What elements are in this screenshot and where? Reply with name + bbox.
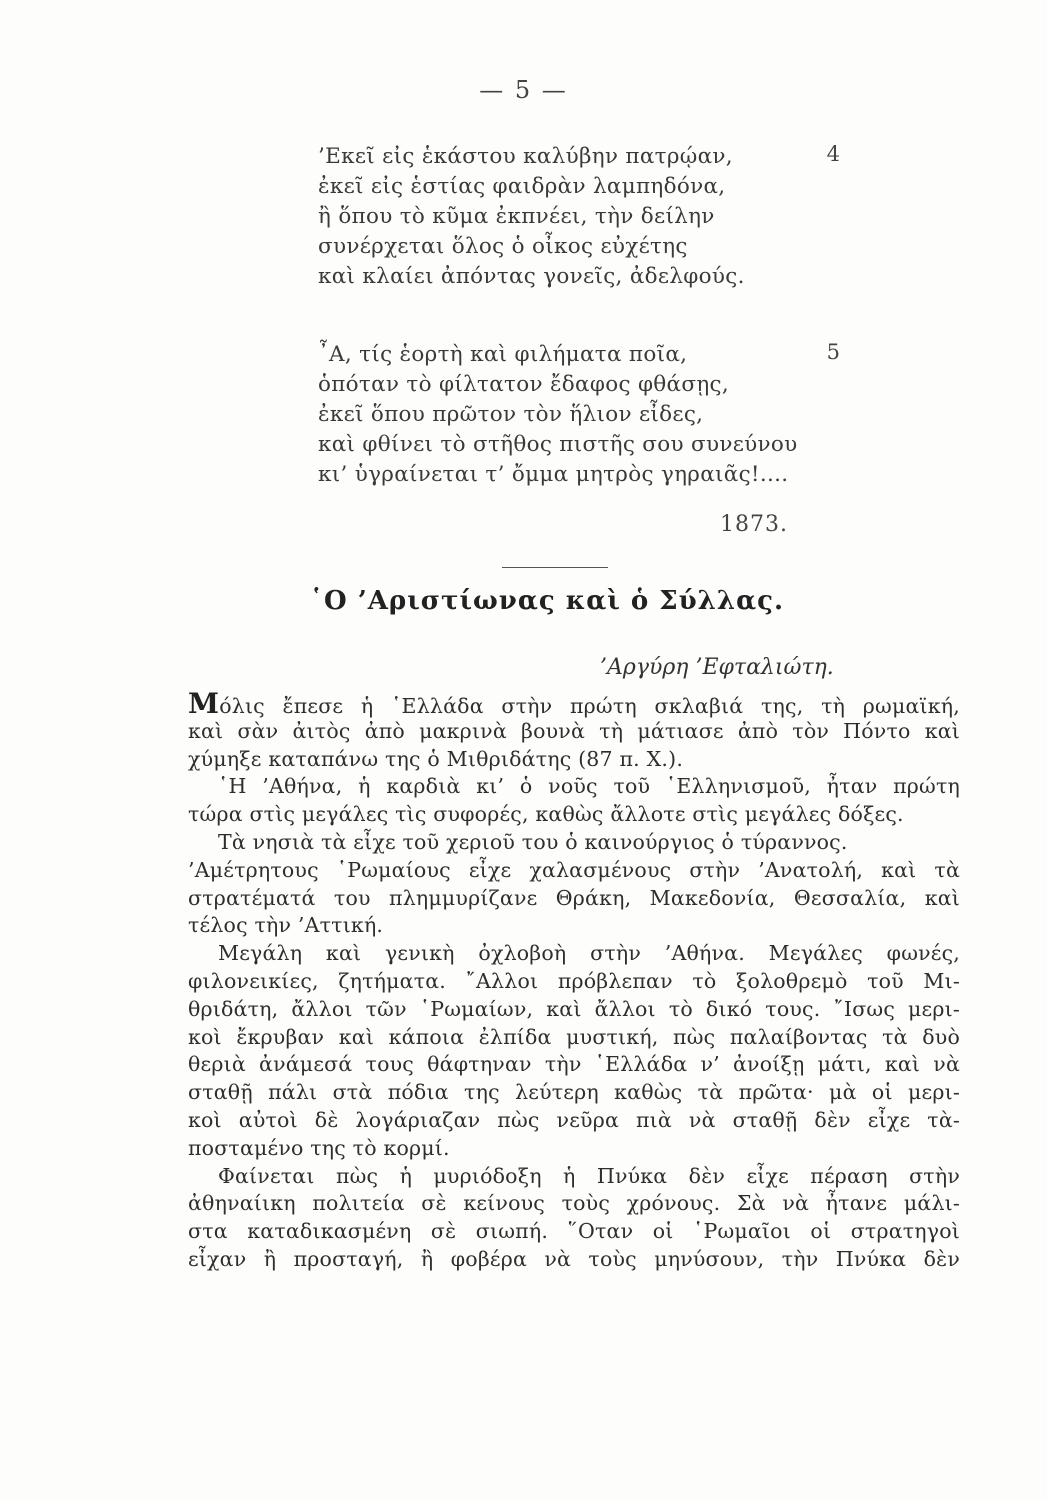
prose-line [188, 857, 960, 885]
verse-line: ἐκεῖ εἰς ἑστίας φαιδρὰν λαμπηδόνα, [318, 174, 726, 199]
verse-line: ’Εκεῖ εἰς ἑκάστου καλύβην πατρῴαν, [318, 144, 733, 169]
prose-line-text: κοὶ αὐτοὶ δὲ λογάριαζαν πὼς νεῦρα πιὰ νὰ σταθῇ δὲν εἶχε τὰ- [188, 1107, 960, 1132]
prose-line-text: ῾Η ’Αθήνα, ἡ καρδιὰ κι’ ὁ νοῦς τοῦ ῾Ελληνισμοῦ, ἦταν πρώτη [218, 774, 960, 799]
prose-line-text: ποσταμένο της τὸ κορμί. [188, 1135, 450, 1160]
prose-line [188, 996, 960, 1024]
prose-line [188, 718, 960, 746]
article-body [188, 687, 960, 1274]
stanza-number: 4 [826, 142, 840, 166]
prose-line-text: καὶ σὰν ἀιτὸς ἀπὸ μακρινὰ βουνὰ τὴ μάτιασε ἀπὸ τὸν Πόντο καὶ [188, 718, 960, 743]
prose-line-text: φιλονεικίες, ζητήματα. ῎Αλλοι πρόβλεπαν τὸ ξολοθρεμὸ τοῦ Μι- [188, 968, 960, 993]
prose-line [188, 773, 960, 801]
prose-line [188, 687, 960, 720]
prose-line-text: Φαίνεται πὼς ἡ μυριόδοξη ἡ Πνύκα δὲν εἶχε πέραση στὴν [218, 1163, 960, 1188]
prose-line-text: θριδάτη, ἄλλοι τῶν ῾Ρωμαίων, καὶ ἄλλοι τὸ δικό τους. ῎Ισως μερι- [188, 996, 960, 1021]
prose-line-text: στρατέματά του πλημμυρίζανε Θράκη, Μακεδονία, Θεσσαλία, καὶ [188, 885, 960, 910]
verse-line: κι’ ὑγραίνεται τ’ ὄμμα μητρὸς γηραιᾶς!.... [318, 462, 789, 487]
stanza-number: 5 [826, 340, 840, 364]
prose-line [188, 1051, 960, 1079]
poem-stanza-5 [318, 340, 858, 490]
prose-line [188, 1107, 960, 1135]
prose-line-text: κοὶ ἔκρυβαν καὶ κάποια ἐλπίδα μυστική, πὼς παλαίβοντας τὰ δυὸ [188, 1024, 960, 1049]
drop-cap: Μ [188, 687, 220, 720]
prose-line [188, 801, 960, 829]
verse-line: καὶ κλαίει ἀπόντας γονεῖς, ἀδελφούς. [318, 264, 745, 289]
page-number: — 5 — [479, 76, 568, 104]
prose-line-text: σταθῇ πάλι στὰ πόδια της λεύτερη καθὼς τὰ πρῶτα· μὰ οἱ μερι- [188, 1080, 960, 1105]
prose-line-text: χύμηξε καταπάνω της ὁ Μιθριδάτης (87 π. Χ.). [188, 746, 684, 771]
verse-line: ῏Α, τίς ἑορτὴ καὶ φιλήματα ποῖα, [318, 342, 688, 367]
prose-line-text: θεριὰ ἀνάμεσά τους θάφτηναν τὴν ῾Ελλάδα ν’ ἀνοίξῃ μάτι, καὶ νὰ [188, 1052, 960, 1077]
prose-line-text: στα καταδικασμένη σὲ σιωπή. ῞Οταν οἱ ῾Ρωμαῖοι οἱ στρατηγοὶ [188, 1219, 960, 1244]
prose-line [188, 968, 960, 996]
prose-line [188, 940, 960, 968]
prose-line [188, 912, 960, 940]
verse-line: ἢ ὅπου τὸ κῦμα ἐκπνέει, τὴν δείλην [318, 204, 715, 229]
prose-line-text: ἀθηναίικη πολιτεία σὲ κείνους τοὺς χρόνους. Σὰ νὰ ἦτανε μάλι- [188, 1191, 960, 1216]
prose-line-text: ’Αμέτρητους ῾Ρωμαίους εἶχε χαλασμένους στὴν ’Ανατολή, καὶ τὰ [188, 857, 960, 882]
prose-line-text: όλις ἔπεσε ἡ ῾Ελλάδα στὴν πρώτη σκλαβιά της, τὴ ρωμαϊκή, [219, 694, 960, 718]
prose-line [188, 1163, 960, 1191]
article-author: ’Αργύρη ’Εφταλιώτη. [600, 655, 834, 680]
poem-date: 1873. [720, 512, 788, 537]
prose-line [188, 1079, 960, 1107]
prose-line [188, 1190, 960, 1218]
prose-line-text: τέλος τὴν ’Αττική. [188, 913, 384, 938]
verse-line: ἐκεῖ ὅπου πρῶτον τὸν ἥλιον εἶδες, [318, 402, 704, 427]
prose-line [188, 829, 960, 857]
prose-line [188, 746, 960, 774]
article-title: ῾Ο ’Αριστίωνας καὶ ὁ Σύλλας. [310, 586, 785, 616]
section-divider [502, 567, 608, 568]
prose-line [188, 1135, 960, 1163]
prose-line-text: Τὰ νησιὰ τὰ εἶχε τοῦ χεριοῦ του ὁ καινούργιος ὁ τύραννος. [218, 829, 848, 854]
verse-line: συνέρχεται ὅλος ὁ οἶκος εὐχέτης [318, 234, 688, 259]
prose-line [188, 885, 960, 913]
verse-line: ὁπόταν τὸ φίλτατον ἔδαφος φθάσῃς, [318, 372, 729, 397]
prose-line-text: τώρα στὶς μεγάλες τὶς συφορές, καθὼς ἄλλοτε στὶς μεγάλες δόξες. [188, 802, 904, 827]
verse-line: καὶ φθίνει τὸ στῆθος πιστῆς σου συνεύνου [318, 432, 798, 457]
poem-stanza-4 [318, 142, 858, 292]
prose-line-text: εἶχαν ἢ προσταγή, ἢ φοβέρα νὰ τοὺς μηνύσουν, τὴν Πνύκα δὲν [188, 1246, 960, 1271]
prose-line [188, 1024, 960, 1052]
prose-line [188, 1218, 960, 1246]
prose-line-text: Μεγάλη καὶ γενικὴ ὀχλοβοὴ στὴν ’Αθήνα. Μεγάλες φωνές, [218, 941, 960, 966]
prose-line [188, 1246, 960, 1274]
